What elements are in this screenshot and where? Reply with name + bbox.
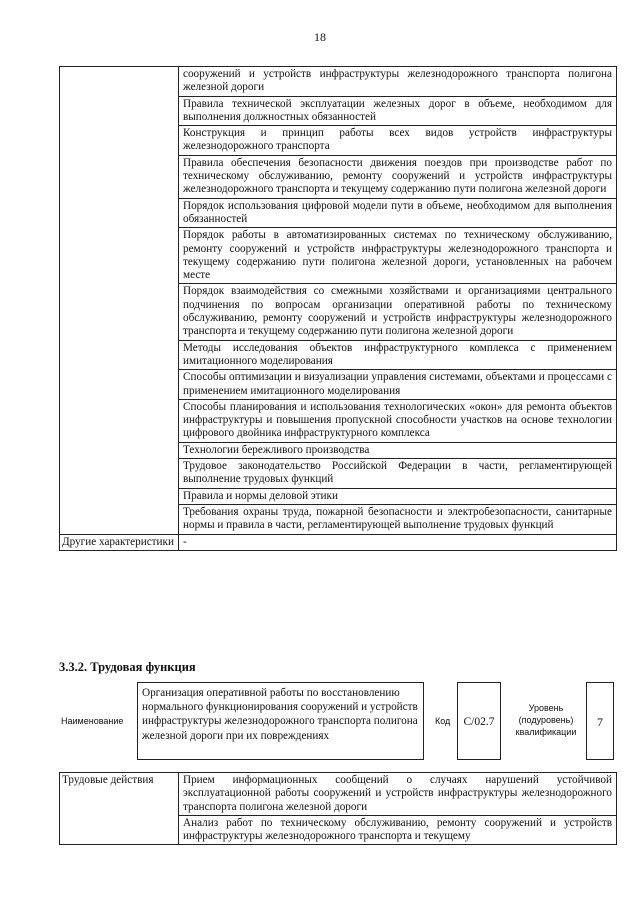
table-row xyxy=(60,534,617,550)
knowledge-item: Методы исследования объектов инфраструктурного комплекса с применением имитационного моделирования xyxy=(179,340,617,370)
knowledge-item: сооружений и устройств инфраструктуры железнодорожного транспорта полигона железной дороги xyxy=(179,67,617,97)
function-name-box: Организация оперативной работы по восстановлению нормального функционирования сооружений и устройств инфраструктуры железнодорожного транспорта полигона железной дороги при их повреждениях xyxy=(137,682,424,760)
code-label: Код xyxy=(435,716,451,726)
page-number: 18 xyxy=(314,30,326,44)
labor-actions-label: Трудовые действия xyxy=(60,773,179,845)
section-heading: 3.3.2. Трудовая функция xyxy=(59,660,196,674)
labor-actions-table-body xyxy=(60,773,617,845)
knowledge-label-cell xyxy=(60,67,179,535)
other-characteristics-value: - xyxy=(179,534,617,550)
table-row xyxy=(60,773,617,816)
knowledge-item: Правила обеспечения безопасности движения поездов при производстве работ по техническому обслуживанию, ремонту сооружений и устройств инфраструктуры железнодорожного транспорта и текущему содержанию пути полигона железной дороги xyxy=(179,155,617,198)
knowledge-table xyxy=(59,66,617,551)
table-row xyxy=(60,67,617,97)
knowledge-item: Трудовое законодательство Российской Федерации в части, регламентирующей выполнение трудовых функций xyxy=(179,459,617,489)
knowledge-item: Порядок взаимодействия со смежными хозяйствами и организациями центрального подчинения по вопросам организации оперативной работы по техническому обслуживанию, ремонту сооружений и устройств инфраструктуры железнодорожного транспорта и текущему содержанию пути полигона железной дороги xyxy=(179,284,617,340)
labor-function-header xyxy=(59,682,617,764)
labor-action-item: Прием информационных сообщений о случаях нарушений устойчивой эксплуатационной работы сооружений и устройств инфраструктуры железнодорожного транспорта полигона железной дороги xyxy=(179,773,617,816)
labor-action-item: Анализ работ по техническому обслуживанию, ремонту сооружений и устройств инфраструктуры железнодорожного транспорта и текущему xyxy=(179,815,617,845)
knowledge-item: Порядок использования цифровой модели пути в объеме, необходимом для выполнения обязанностей xyxy=(179,198,617,228)
knowledge-item: Способы планирования и использования технологических «окон» для ремонта объектов инфраструктуры и повышения пропускной способности участков на основе технологии цифрового двойника инфраструктурного комплекса xyxy=(179,399,617,442)
qualification-level-box: 7 xyxy=(586,682,614,760)
function-code-box: C/02.7 xyxy=(457,682,501,760)
other-characteristics-label: Другие характеристики xyxy=(60,534,179,550)
knowledge-item: Конструкция и принцип работы всех видов устройств инфраструктуры железнодорожного транспорта xyxy=(179,126,617,156)
name-label: Наименование xyxy=(61,716,124,726)
knowledge-item: Способы оптимизации и визуализации управления системами, объектами и процессами с применением имитационного моделирования xyxy=(179,370,617,400)
knowledge-item: Технологии бережливого производства xyxy=(179,442,617,458)
knowledge-item: Порядок работы в автоматизированных системах по техническому обслуживанию, ремонту сооружений и устройств инфраструктуры железнодорожного транспорта и текущему содержанию пути полигона железной дороги, установленных на рабочем месте xyxy=(179,228,617,284)
qualification-level-label: Уровень (подуровень) квалификации xyxy=(515,703,577,737)
knowledge-item: Правила технической эксплуатации железных дорог в объеме, необходимом для выполнения должностных обязанностей xyxy=(179,96,617,126)
knowledge-table-body xyxy=(60,67,617,551)
knowledge-item: Требования охраны труда, пожарной безопасности и электробезопасности, санитарные нормы и правила в части, регламентирующей выполнение трудовых функций xyxy=(179,504,617,534)
labor-actions-table xyxy=(59,772,617,845)
knowledge-item: Правила и нормы деловой этики xyxy=(179,488,617,504)
